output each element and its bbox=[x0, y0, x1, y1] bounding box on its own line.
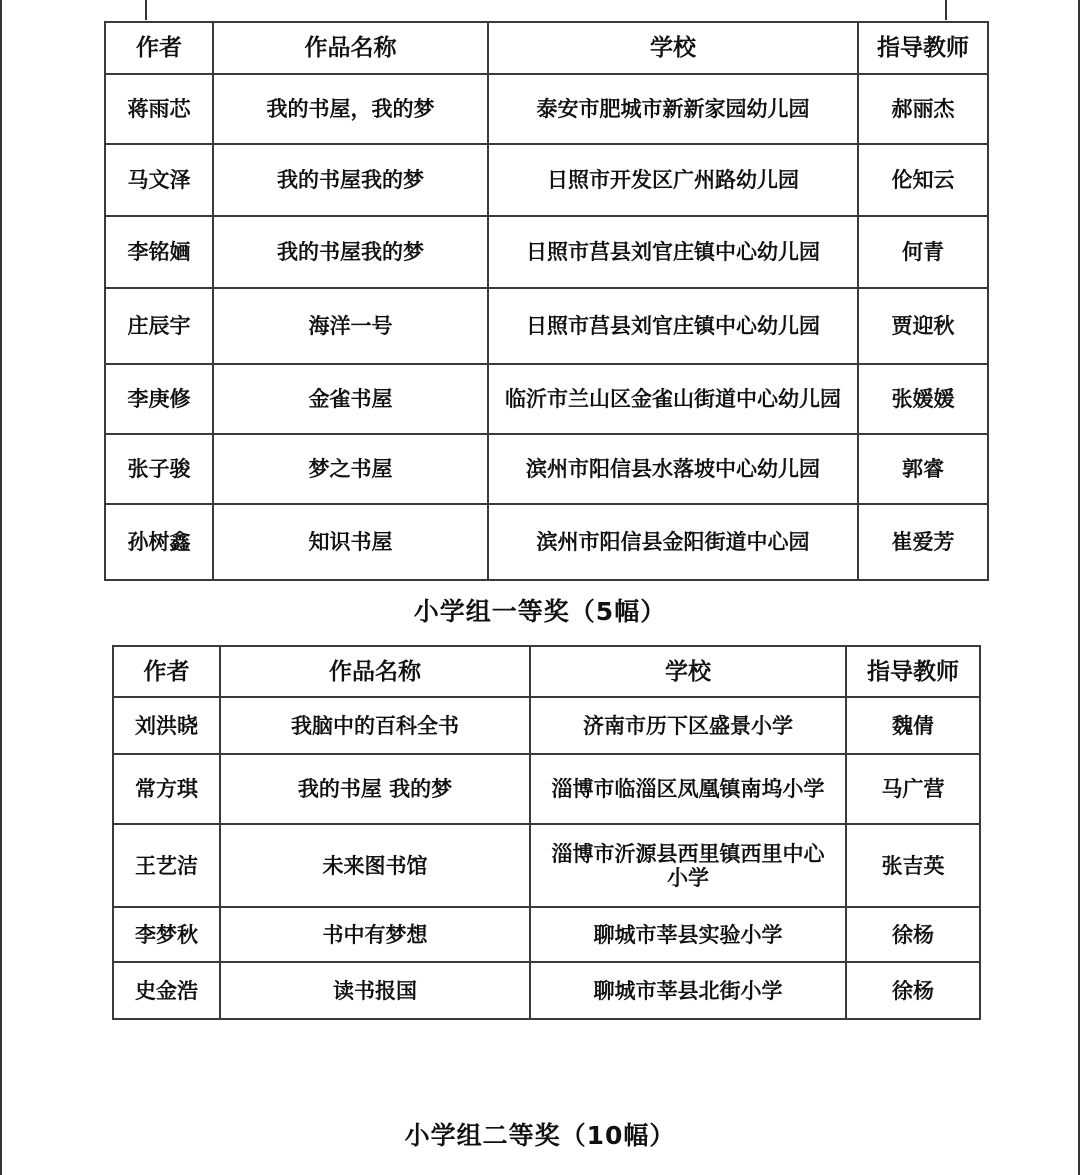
cell-work-title: 海洋一号 bbox=[213, 288, 488, 364]
cell-school: 日照市莒县刘官庄镇中心幼儿园 bbox=[488, 216, 858, 288]
cell-author: 李铭婳 bbox=[105, 216, 213, 288]
cell-school: 日照市莒县刘官庄镇中心幼儿园 bbox=[488, 288, 858, 364]
cell-school: 济南市历下区盛景小学 bbox=[530, 697, 846, 754]
cell-school: 聊城市莘县实验小学 bbox=[530, 907, 846, 962]
cell-work-title: 我的书屋，我的梦 bbox=[213, 74, 488, 144]
cell-teacher: 何青 bbox=[858, 216, 988, 288]
cell-author: 常方琪 bbox=[113, 754, 220, 824]
cell-author: 庄辰宇 bbox=[105, 288, 213, 364]
table-header-row bbox=[113, 646, 980, 697]
cell-teacher: 张吉英 bbox=[846, 824, 980, 907]
table-row bbox=[105, 144, 988, 216]
cell-school: 日照市开发区广州路幼儿园 bbox=[488, 144, 858, 216]
cell-work-title: 我的书屋 我的梦 bbox=[220, 754, 530, 824]
header-work-title: 作品名称 bbox=[220, 646, 530, 697]
cell-work-title: 书中有梦想 bbox=[220, 907, 530, 962]
cell-teacher: 魏倩 bbox=[846, 697, 980, 754]
cell-work-title: 我的书屋我的梦 bbox=[213, 144, 488, 216]
cell-teacher: 马广营 bbox=[846, 754, 980, 824]
table-border-stub bbox=[145, 0, 147, 20]
cell-work-title: 我的书屋我的梦 bbox=[213, 216, 488, 288]
cell-school: 临沂市兰山区金雀山街道中心幼儿园 bbox=[488, 364, 858, 434]
table-row bbox=[105, 504, 988, 580]
header-author: 作者 bbox=[105, 22, 213, 74]
table-row bbox=[105, 74, 988, 144]
cell-author: 李梦秋 bbox=[113, 907, 220, 962]
cell-teacher: 徐杨 bbox=[846, 907, 980, 962]
cell-author: 刘洪晓 bbox=[113, 697, 220, 754]
award-table-primary-first-prize bbox=[112, 645, 981, 1020]
cell-teacher: 崔爱芳 bbox=[858, 504, 988, 580]
header-school: 学校 bbox=[488, 22, 858, 74]
cell-school: 滨州市阳信县水落坡中心幼儿园 bbox=[488, 434, 858, 504]
header-school: 学校 bbox=[530, 646, 846, 697]
cell-work-title: 梦之书屋 bbox=[213, 434, 488, 504]
cell-author: 张子骏 bbox=[105, 434, 213, 504]
cell-teacher: 贾迎秋 bbox=[858, 288, 988, 364]
cell-author: 史金浩 bbox=[113, 962, 220, 1019]
header-work-title: 作品名称 bbox=[213, 22, 488, 74]
cell-work-title: 知识书屋 bbox=[213, 504, 488, 580]
table-row bbox=[105, 364, 988, 434]
table-row bbox=[105, 288, 988, 364]
cell-school: 泰安市肥城市新新家园幼儿园 bbox=[488, 74, 858, 144]
cell-author: 马文泽 bbox=[105, 144, 213, 216]
cell-author: 孙树鑫 bbox=[105, 504, 213, 580]
page-border-left bbox=[0, 0, 2, 1175]
table-row bbox=[113, 754, 980, 824]
table-row bbox=[105, 216, 988, 288]
cell-author: 蒋雨芯 bbox=[105, 74, 213, 144]
cell-teacher: 郭睿 bbox=[858, 434, 988, 504]
table-row bbox=[113, 824, 980, 907]
cell-school: 滨州市阳信县金阳街道中心园 bbox=[488, 504, 858, 580]
table-header-row bbox=[105, 22, 988, 74]
cell-teacher: 伦知云 bbox=[858, 144, 988, 216]
section-title-primary-second-prize: 小学组二等奖（10幅） bbox=[404, 1121, 676, 1150]
cell-work-title: 金雀书屋 bbox=[213, 364, 488, 434]
cell-work-title: 读书报国 bbox=[220, 962, 530, 1019]
cell-author: 李庚修 bbox=[105, 364, 213, 434]
cell-teacher: 徐杨 bbox=[846, 962, 980, 1019]
table-row bbox=[113, 697, 980, 754]
cell-school: 聊城市莘县北街小学 bbox=[530, 962, 846, 1019]
table-border-stub bbox=[945, 0, 947, 20]
cell-author: 王艺洁 bbox=[113, 824, 220, 907]
cell-work-title: 我脑中的百科全书 bbox=[220, 697, 530, 754]
table-row bbox=[105, 434, 988, 504]
header-teacher: 指导教师 bbox=[846, 646, 980, 697]
cell-teacher: 郝丽杰 bbox=[858, 74, 988, 144]
cell-teacher: 张媛媛 bbox=[858, 364, 988, 434]
cell-school: 淄博市沂源县西里镇西里中心小学 bbox=[530, 824, 846, 907]
section-title-primary-first-prize: 小学组一等奖（5幅） bbox=[413, 597, 667, 626]
table-row bbox=[113, 907, 980, 962]
header-teacher: 指导教师 bbox=[858, 22, 988, 74]
cell-work-title: 未来图书馆 bbox=[220, 824, 530, 907]
header-author: 作者 bbox=[113, 646, 220, 697]
award-table-kindergarten bbox=[104, 21, 989, 581]
table-row bbox=[113, 962, 980, 1019]
cell-school: 淄博市临淄区凤凰镇南坞小学 bbox=[530, 754, 846, 824]
